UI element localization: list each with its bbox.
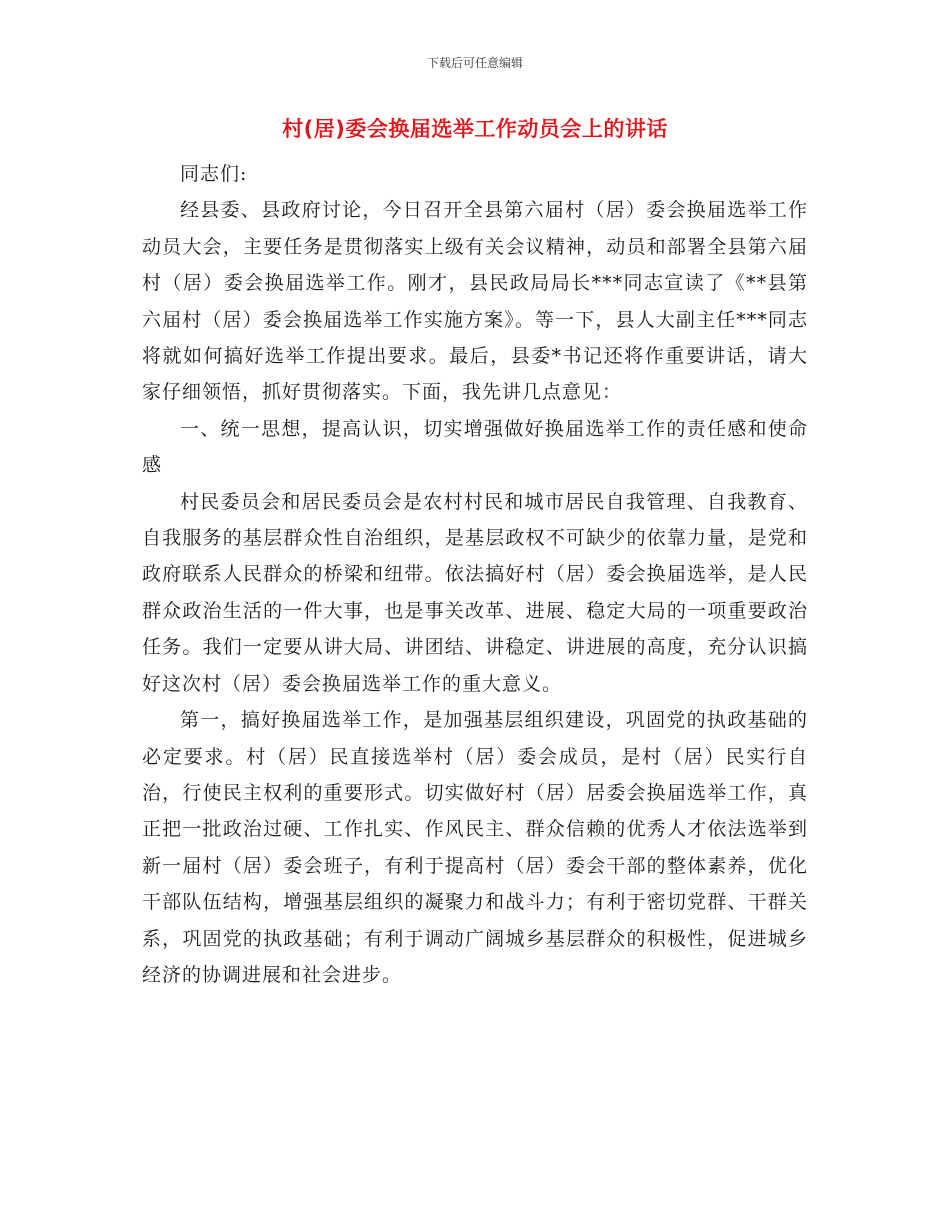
header-note: 下载后可任意编辑 — [426, 56, 523, 70]
intro-paragraph: 经县委、县政府讨论，今日召开全县第六届村（居）委会换届选举工作动员大会，主要任务是贯彻落实上级有关会议精神，动员和部署全县第六届村（居）委会换届选举工作。刚才，县民政局局长***同志宣读了《**县第六届村（居）委会换届选举工作实施方案》。等一下，县人大副主任***同志将就如何搞好选举工作提出要求。最后，县委*书记还将作重要讲话，请大家仔细领悟，抓好贯彻落实。下面，我先讲几点意见： — [142, 199, 808, 404]
section-heading: 一、统一思想，提高认识，切实增强做好换届选举工作的责任感和使命感 — [142, 417, 808, 477]
body-paragraph: 第一，搞好换届选举工作，是加强基层组织建设，巩固党的执政基础的必定要求。村（居）民直接选举村（居）委会成员，是村（居）民实行自治，行使民主权利的重要形式。切实做好村（居）居委会换届选举工作，真正把一批政治过硬、工作扎实、作风民主、群众信赖的优秀人才依法选举到新一届村（居）委会班子，有利于提高村（居）委会干部的整体素养，优化干部队伍结构，增强基层组织的凝聚力和战斗力；有利于密切党群、干群关系，巩固党的执政基础；有利于调动广阔城乡基层群众的积极性，促进城乡经济的协调进展和社会进步。 — [142, 709, 808, 986]
body-paragraph: 村民委员会和居民委员会是农村村民和城市居民自我管理、自我教育、自我服务的基层群众性自治组织，是基层政权不可缺少的依靠力量，是党和政府联系人民群众的桥梁和纽带。依法搞好村（居）委会换届选举，是人民群众政治生活的一件大事，也是事关改革、进展、稳定大局的一项重要政治任务。我们一定要从讲大局、讲团结、讲稳定、讲进展的高度，充分认识搞好这次村（居）委会换届选举工作的重大意义。 — [142, 490, 808, 695]
document-body — [142, 156, 808, 993]
document-title: 村(居)委会换届选举工作动员会上的讲话 — [282, 117, 668, 141]
salutation-paragraph: 同志们: — [180, 163, 248, 185]
